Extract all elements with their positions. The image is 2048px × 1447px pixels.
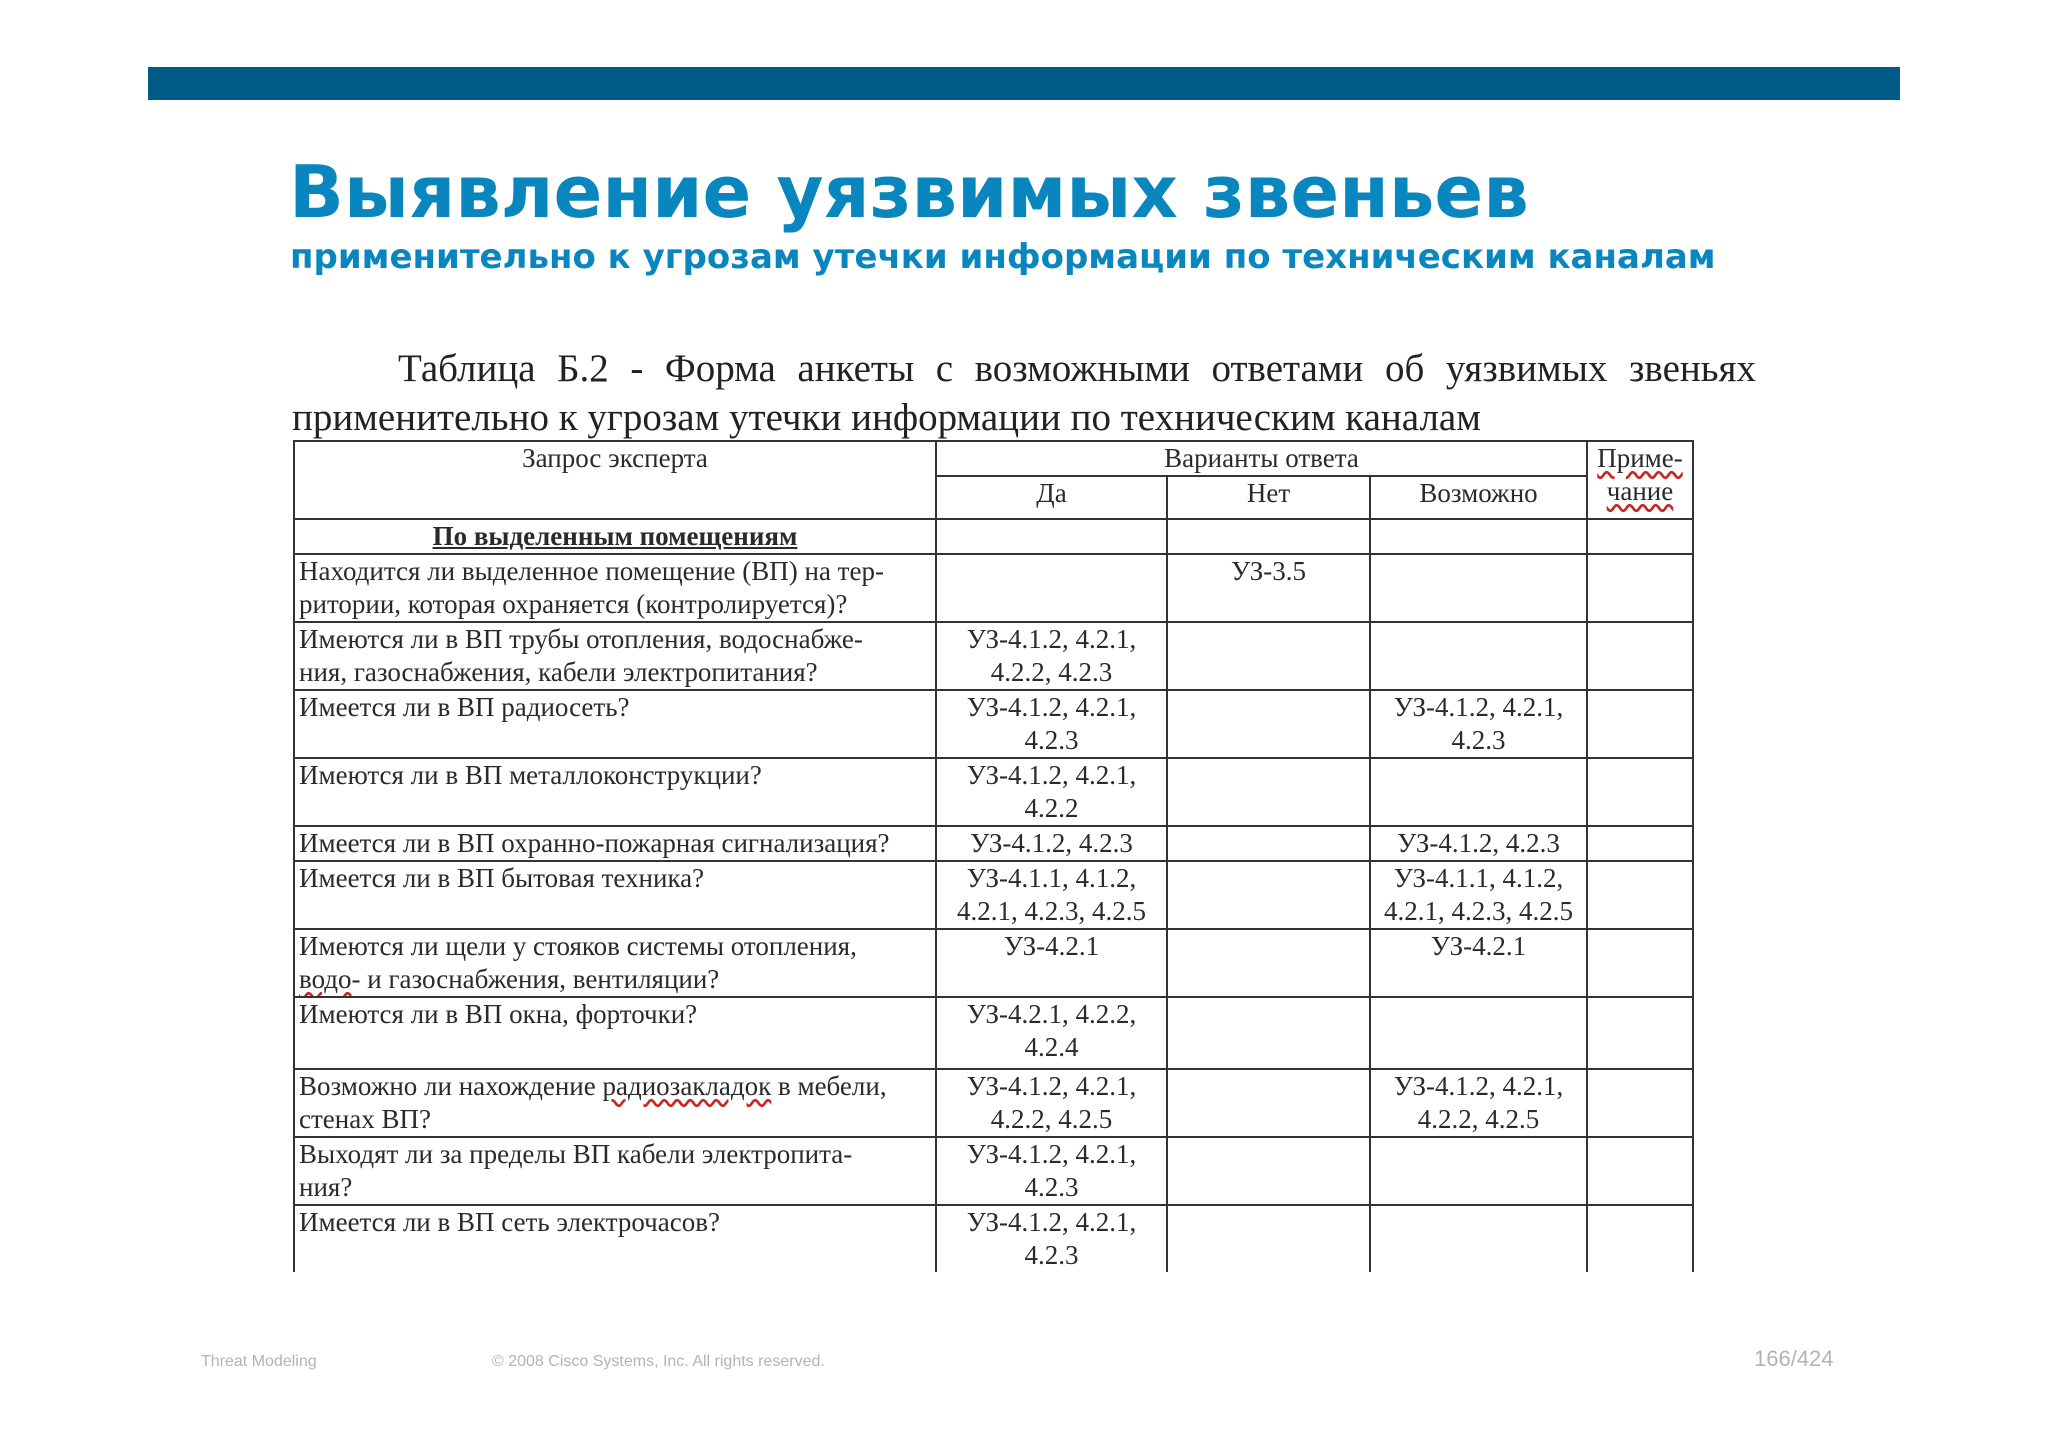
header-no: Нет [1167, 476, 1370, 519]
no-cell [1167, 1205, 1370, 1272]
table-row [294, 929, 1693, 997]
note-cell [1587, 929, 1693, 997]
table-row [294, 1069, 1693, 1137]
query-cell: Имеется ли в ВП охранно-пожарная сигнализация? [294, 826, 936, 861]
query-cell: Выходят ли за пределы ВП кабели электропита- ния? [294, 1137, 936, 1205]
header-variants: Варианты ответа [936, 441, 1587, 476]
query-cell: Возможно ли нахождение радиозакладок в мебели, стенах ВП? [294, 1069, 936, 1137]
maybe-cell: УЗ-4.1.2, 4.2.1, 4.2.3 [1370, 690, 1587, 758]
section-cell-note [1587, 519, 1693, 554]
section-title: По выделенным помещениям [294, 519, 936, 554]
caption-line-2: применительно к угрозам утечки информации по техническим каналам [292, 396, 1481, 439]
yes-cell: УЗ-4.2.1, 4.2.2, 4.2.4 [936, 997, 1167, 1069]
maybe-cell: УЗ-4.1.2, 4.2.1, 4.2.2, 4.2.5 [1370, 1069, 1587, 1137]
maybe-cell [1370, 758, 1587, 826]
maybe-cell: УЗ-4.1.1, 4.1.2, 4.2.1, 4.2.3, 4.2.5 [1370, 861, 1587, 929]
table-row [294, 622, 1693, 690]
yes-cell: УЗ-4.1.2, 4.2.1, 4.2.3 [936, 690, 1167, 758]
note-cell [1587, 861, 1693, 929]
query-cell: Имеется ли в ВП радиосеть? [294, 690, 936, 758]
section-cell-maybe [1370, 519, 1587, 554]
note-cell [1587, 758, 1693, 826]
no-cell [1167, 1137, 1370, 1205]
table-caption [292, 344, 1756, 442]
note-cell [1587, 1069, 1693, 1137]
note-cell [1587, 1137, 1693, 1205]
note-cell [1587, 826, 1693, 861]
no-cell [1167, 1069, 1370, 1137]
slide-subtitle: применительно к угрозам утечки информации по техническим каналам [290, 237, 1716, 277]
no-cell [1167, 622, 1370, 690]
note-cell [1587, 1205, 1693, 1272]
query-cell: Находится ли выделенное помещение (ВП) на тер- ритории, которая охраняется (контролируется)? [294, 554, 936, 622]
note-cell [1587, 554, 1693, 622]
yes-cell: УЗ-4.1.2, 4.2.1, 4.2.2, 4.2.3 [936, 622, 1167, 690]
footer-label: Threat Modeling [201, 1353, 317, 1370]
table-row [294, 861, 1693, 929]
caption-line-1: Таблица Б.2 - Форма анкеты с возможными ответами об уязвимых звеньях [398, 347, 1756, 390]
query-cell: Имеется ли в ВП сеть электрочасов? [294, 1205, 936, 1272]
header-note: Приме- чание [1587, 441, 1693, 519]
slide-title: Выявление уязвимых звеньев [289, 150, 1529, 234]
questionnaire-table [293, 440, 1694, 1272]
note-cell [1587, 622, 1693, 690]
query-cell: Имеются ли в ВП трубы отопления, водоснабже- ния, газоснабжения, кабели электропитания? [294, 622, 936, 690]
maybe-cell: УЗ-4.2.1 [1370, 929, 1587, 997]
section-row [294, 519, 1693, 554]
yes-cell: УЗ-4.1.2, 4.2.1, 4.2.3 [936, 1205, 1167, 1272]
query-cell: Имеется ли в ВП бытовая техника? [294, 861, 936, 929]
table-row [294, 690, 1693, 758]
maybe-cell [1370, 622, 1587, 690]
section-cell-yes [936, 519, 1167, 554]
table-row [294, 1205, 1693, 1272]
header-maybe: Возможно [1370, 476, 1587, 519]
table-row [294, 1137, 1693, 1205]
no-cell [1167, 758, 1370, 826]
query-cell: Имеются ли в ВП окна, форточки? [294, 997, 936, 1069]
header-yes: Да [936, 476, 1167, 519]
yes-cell: УЗ-4.1.2, 4.2.1, 4.2.3 [936, 1137, 1167, 1205]
yes-cell: УЗ-4.2.1 [936, 929, 1167, 997]
top-accent-bar [148, 67, 1900, 100]
maybe-cell: УЗ-4.1.2, 4.2.3 [1370, 826, 1587, 861]
footer-copyright: © 2008 Cisco Systems, Inc. All rights reserved. [492, 1353, 825, 1370]
query-cell: Имеются ли в ВП металлоконструкции? [294, 758, 936, 826]
table-header-row [294, 441, 1693, 476]
yes-cell: УЗ-4.1.2, 4.2.1, 4.2.2, 4.2.5 [936, 1069, 1167, 1137]
no-cell: УЗ-3.5 [1167, 554, 1370, 622]
yes-cell: УЗ-4.1.2, 4.2.3 [936, 826, 1167, 861]
no-cell [1167, 997, 1370, 1069]
header-query: Запрос эксперта [294, 441, 936, 519]
table-row [294, 554, 1693, 622]
yes-cell: УЗ-4.1.1, 4.1.2, 4.2.1, 4.2.3, 4.2.5 [936, 861, 1167, 929]
no-cell [1167, 929, 1370, 997]
maybe-cell [1370, 554, 1587, 622]
no-cell [1167, 690, 1370, 758]
yes-cell [936, 554, 1167, 622]
table-row [294, 826, 1693, 861]
note-cell [1587, 997, 1693, 1069]
section-cell-no [1167, 519, 1370, 554]
no-cell [1167, 826, 1370, 861]
maybe-cell [1370, 997, 1587, 1069]
maybe-cell [1370, 1205, 1587, 1272]
table-row [294, 997, 1693, 1069]
note-cell [1587, 690, 1693, 758]
no-cell [1167, 861, 1370, 929]
yes-cell: УЗ-4.1.2, 4.2.1, 4.2.2 [936, 758, 1167, 826]
table-row [294, 758, 1693, 826]
maybe-cell [1370, 1137, 1587, 1205]
query-cell: Имеются ли щели у стояков системы отопления, водо- и газоснабжения, вентиляции? [294, 929, 936, 997]
page-number: 166/424 [1754, 1346, 1834, 1371]
